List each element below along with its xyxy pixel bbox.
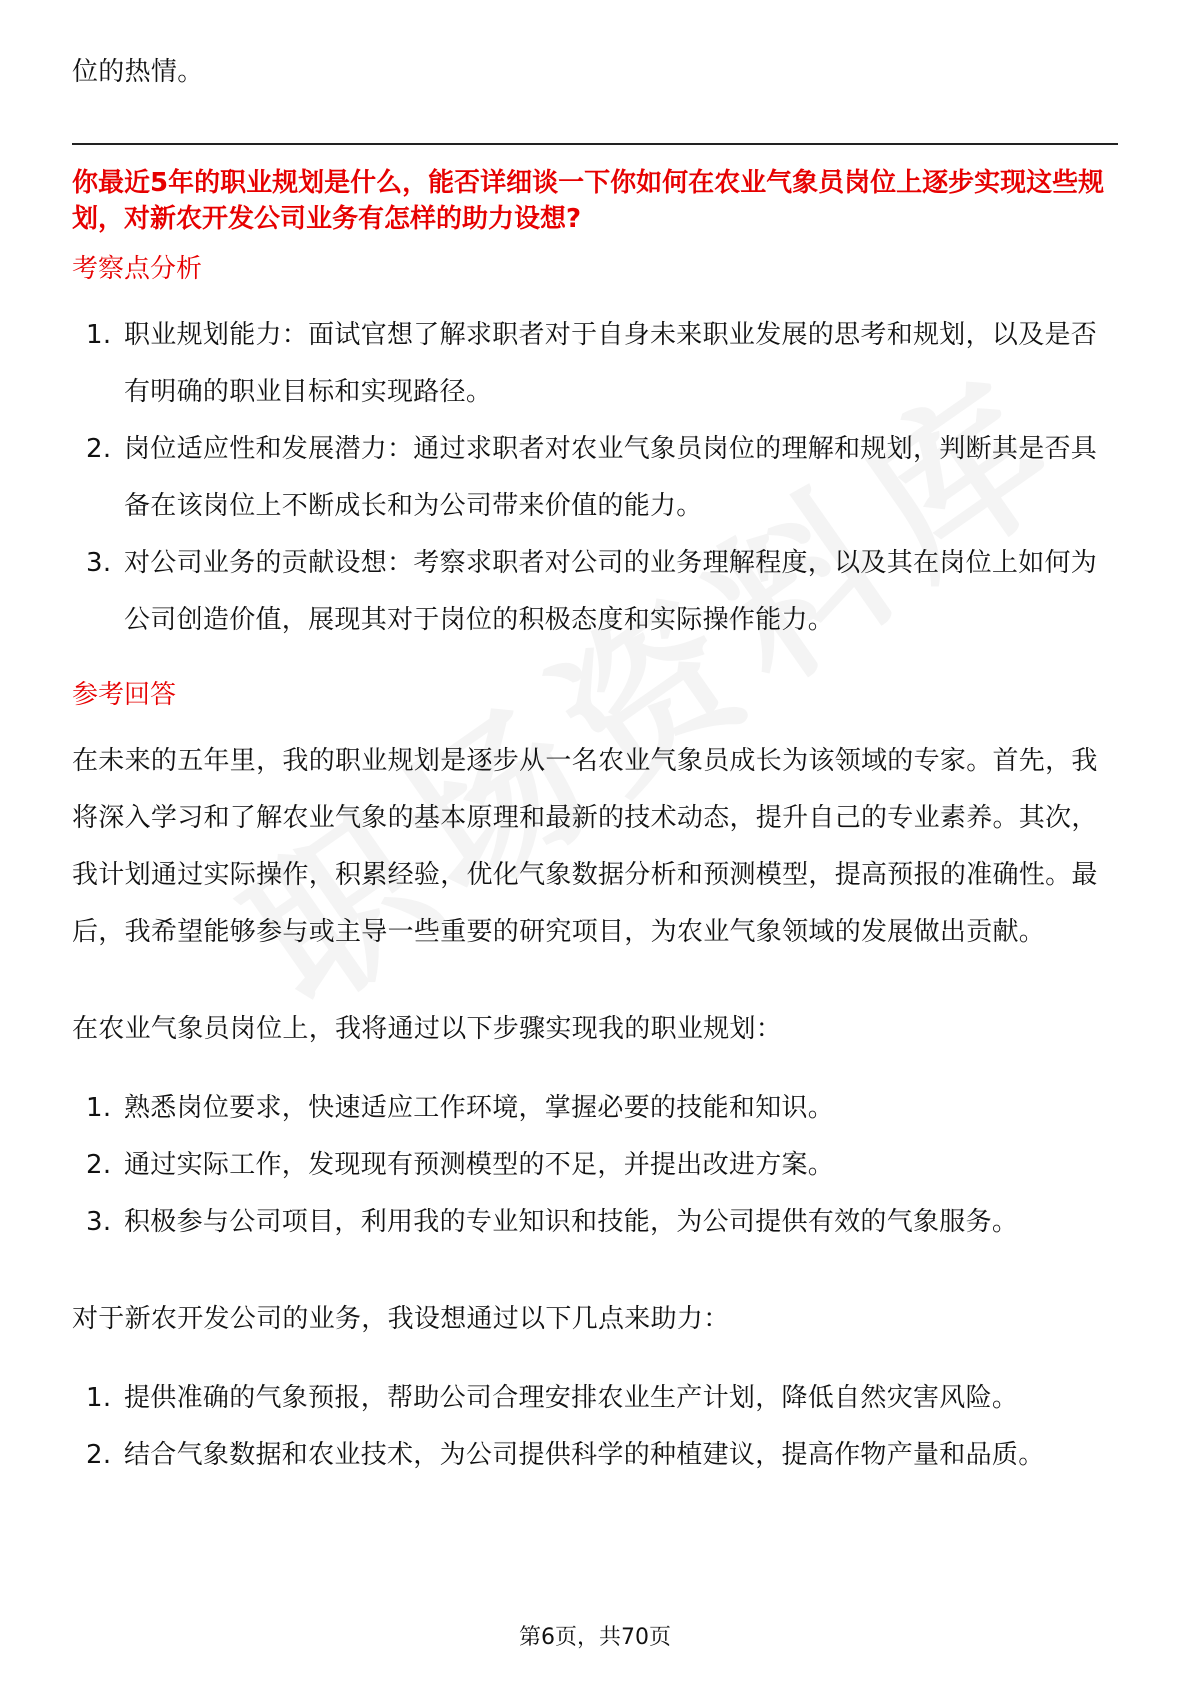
list-item (72, 1194, 1118, 1251)
support-list (72, 1370, 1118, 1484)
list-item-text: 积极参与公司项目，利用我的专业知识和技能，为公司提供有效的气象服务。 (124, 1207, 1019, 1237)
list-item (72, 1427, 1118, 1484)
list-item-text: 岗位适应性和发展潜力：通过求职者对农业气象员岗位的理解和规划，判断其是否具备在该岗位上不断成长和为公司带来价值的能力。 (124, 434, 1098, 521)
list-item-number: 2. (86, 434, 112, 464)
analysis-list (72, 307, 1118, 649)
list-item-text: 对公司业务的贡献设想：考察求职者对公司的业务理解程度，以及其在岗位上如何为公司创造价值，展现其对于岗位的积极态度和实际操作能力。 (124, 548, 1098, 635)
list-item-text: 通过实际工作，发现现有预测模型的不足，并提出改进方案。 (124, 1150, 835, 1180)
list-item (72, 1370, 1118, 1427)
list-item-text: 提供准确的气象预报，帮助公司合理安排农业生产计划，降低自然灾害风险。 (124, 1383, 1019, 1413)
section-divider (72, 143, 1118, 145)
support-intro-paragraph: 对于新农开发公司的业务，我设想通过以下几点来助力： (72, 1304, 730, 1334)
reference-paragraph: 在未来的五年里，我的职业规划是逐步从一名农业气象员成长为该领域的专家。首先，我将深入学习和了解农业气象的基本原理和最新的技术动态，提升自己的专业素养。其次，我计划通过实际操作，积累经验，优化气象数据分析和预测模型，提高预报的准确性。最后，我希望能够参与或主导一些重要的研究项目，为农业气象领域的发展做出贡献。 (72, 746, 1098, 947)
list-item-text: 职业规划能力：面试官想了解求职者对于自身未来职业发展的思考和规划，以及是否有明确的职业目标和实现路径。 (124, 320, 1098, 407)
question-heading: 你最近5年的职业规划是什么，能否详细谈一下你如何在农业气象员岗位上逐步实现这些规划，对新农开发公司业务有怎样的助力设想? (72, 168, 1105, 234)
list-item-number: 1. (86, 1093, 112, 1123)
list-item-text: 结合气象数据和农业技术，为公司提供科学的种植建议，提高作物产量和品质。 (124, 1440, 1045, 1470)
list-item (72, 1137, 1118, 1194)
list-item (72, 421, 1118, 535)
list-item (72, 307, 1118, 421)
list-item-number: 3. (86, 1207, 112, 1237)
steps-intro-paragraph: 在农业气象员岗位上，我将通过以下步骤实现我的职业规划： (72, 1014, 783, 1044)
list-item-number: 1. (86, 320, 112, 350)
list-item-number: 3. (86, 548, 112, 578)
list-item (72, 535, 1118, 649)
page-footer: 第6页，共70页 (519, 1625, 671, 1650)
list-item-number: 2. (86, 1440, 112, 1470)
page-content (72, 44, 1118, 1484)
reference-heading: 参考回答 (72, 680, 177, 710)
list-item (72, 1080, 1118, 1137)
intro-tail-text: 位的热情。 (72, 57, 204, 87)
list-item-number: 2. (86, 1150, 112, 1180)
list-item-text: 熟悉岗位要求，快速适应工作环境，掌握必要的技能和知识。 (124, 1093, 835, 1123)
steps-list (72, 1080, 1118, 1251)
list-item-number: 1. (86, 1383, 112, 1413)
analysis-heading: 考察点分析 (72, 254, 203, 284)
